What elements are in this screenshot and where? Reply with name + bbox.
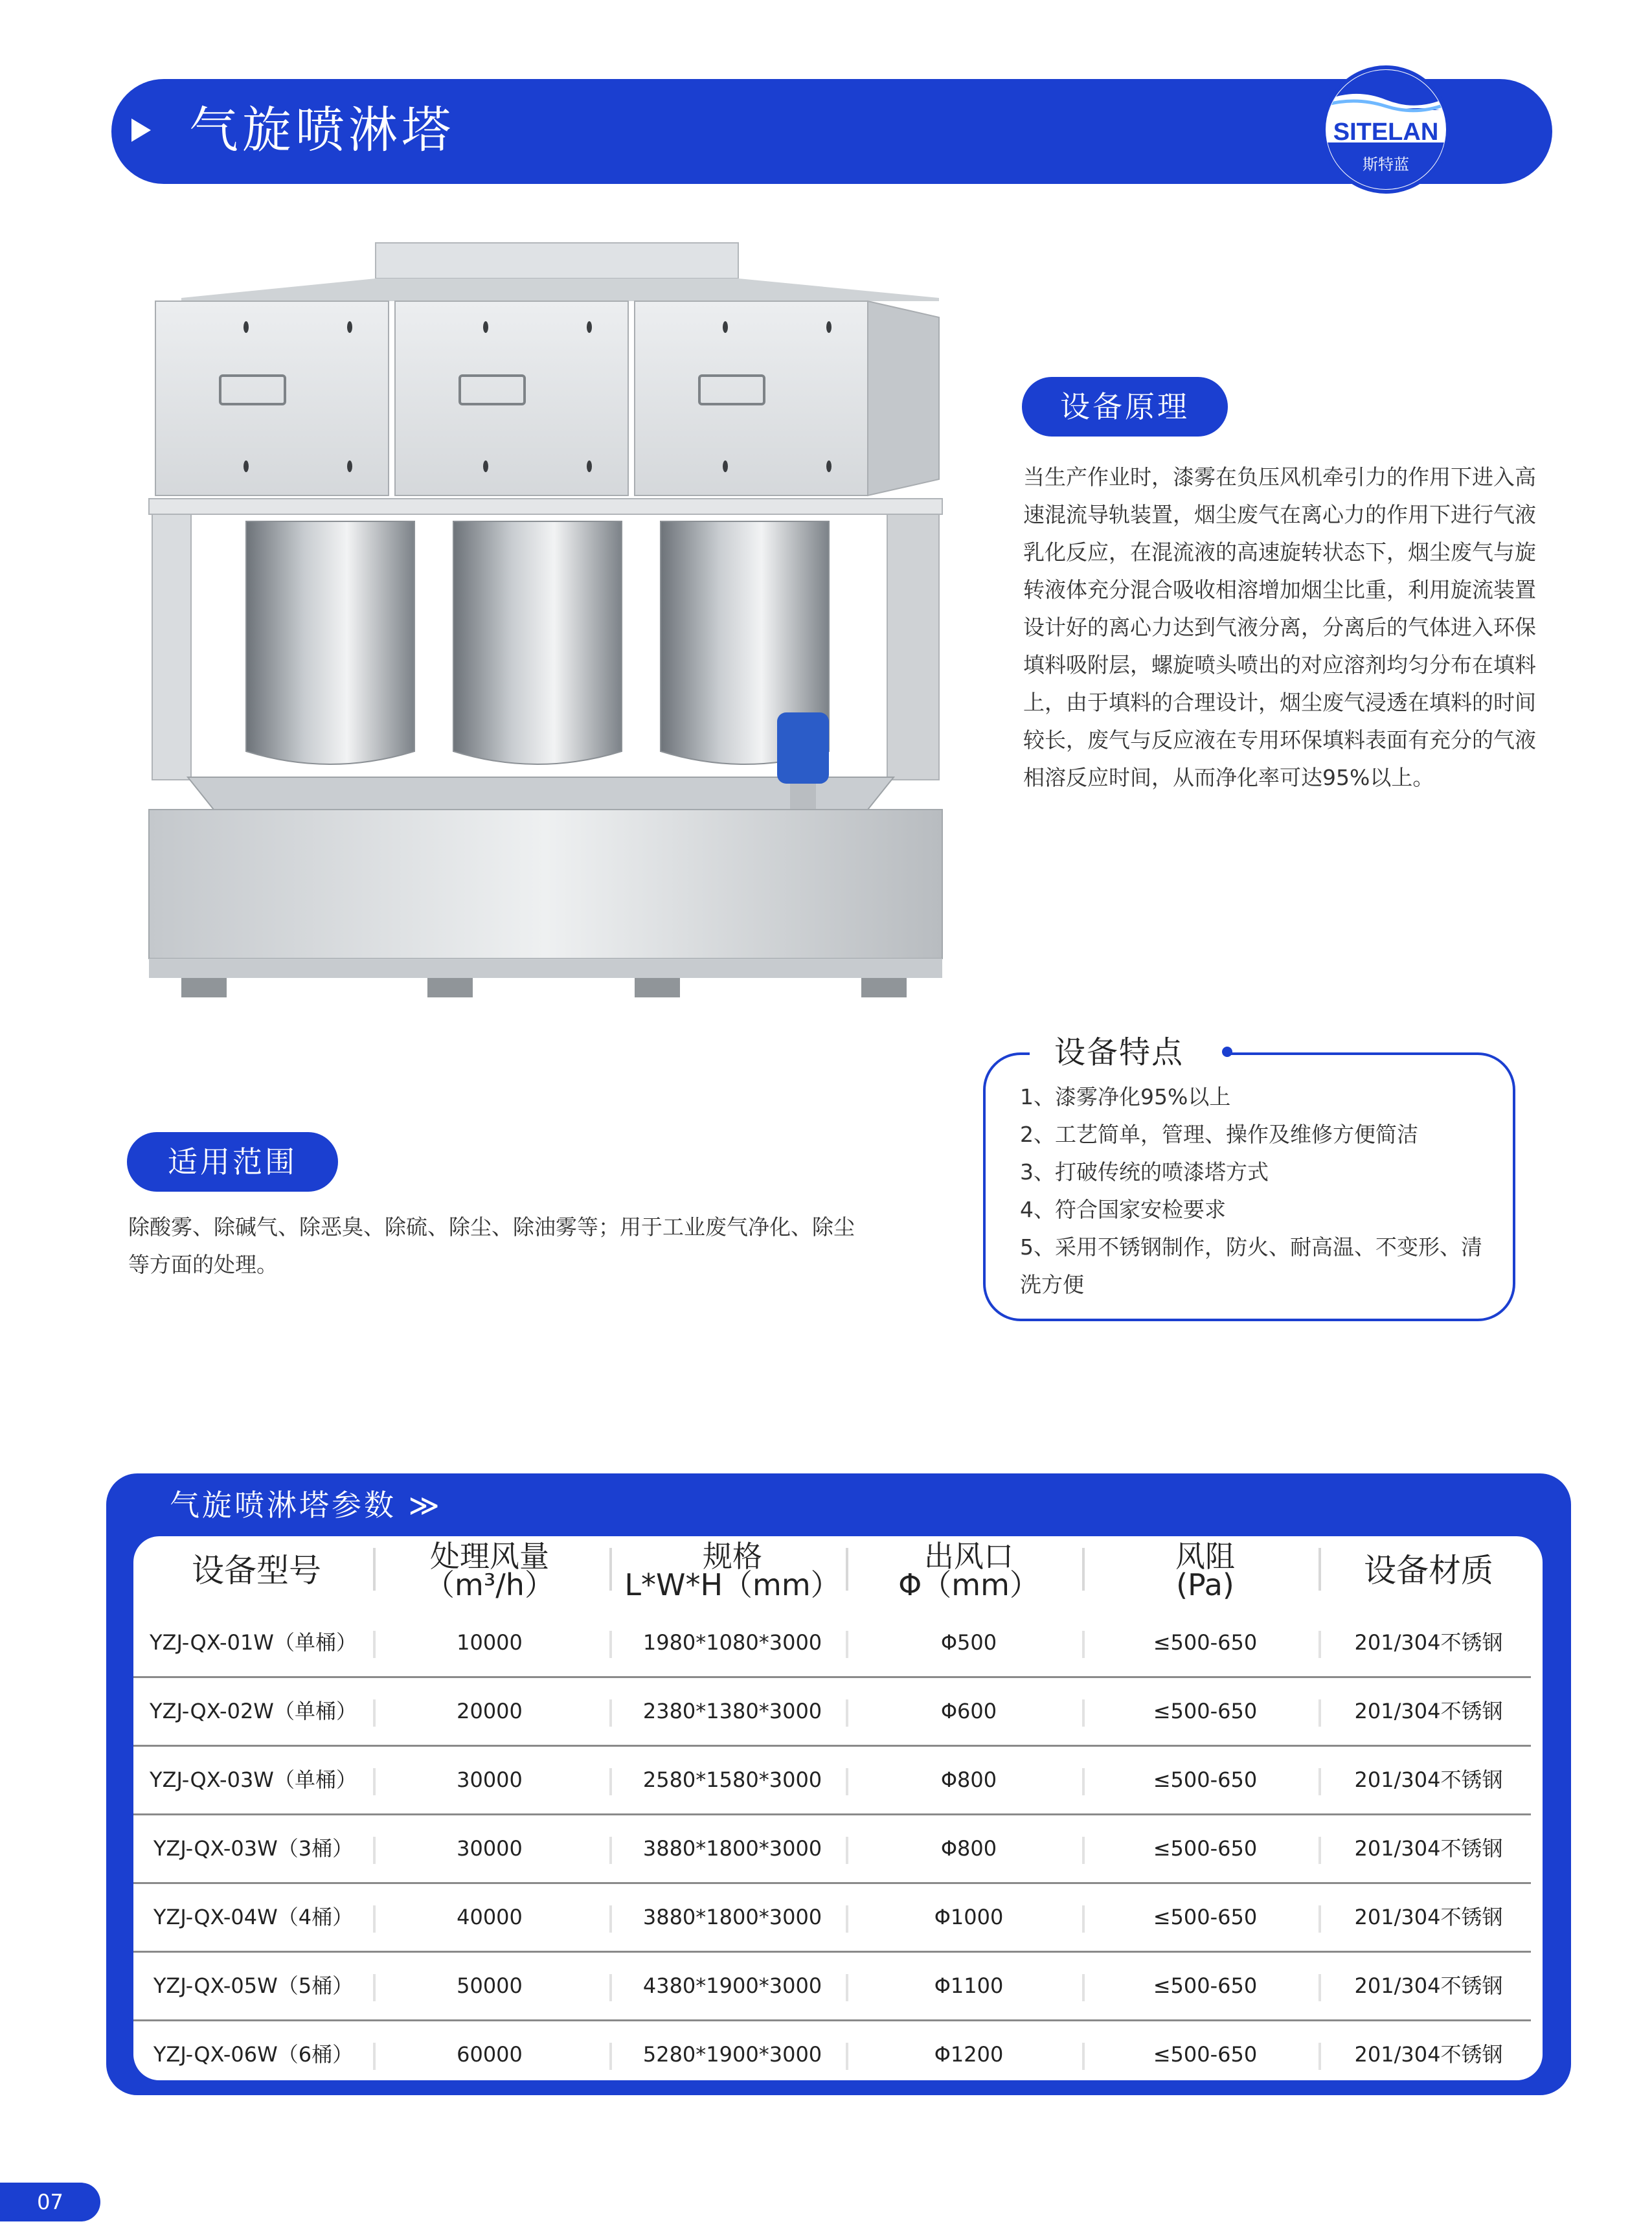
logo-text-cn: 斯特蓝	[1363, 155, 1409, 174]
table-row	[133, 1677, 1531, 1747]
feature-item: 1、漆雾净化95%以上	[1020, 1084, 1231, 1109]
row-divider	[846, 2043, 848, 2070]
row-divider	[1318, 1974, 1321, 2001]
cell-model: YZJ-QX-06W（6桶）	[153, 2042, 354, 2067]
table-row	[133, 1746, 1531, 1815]
row-divider	[373, 1905, 376, 1933]
header-material: 设备材质	[1364, 1552, 1493, 1589]
row-divider	[1318, 1905, 1321, 1933]
header-outlet: 出风口 Φ（mm）	[898, 1539, 1039, 1602]
row-divider	[1082, 1699, 1085, 1727]
row-divider	[1318, 2043, 1321, 2070]
cell-resistance: ≤500-650	[1153, 1699, 1258, 1723]
cell-outlet: Φ1100	[934, 1973, 1004, 1998]
cell-material: 201/304不锈钢	[1354, 1973, 1503, 1998]
header-divider	[1318, 1548, 1321, 1591]
cell-size: 1980*1080*3000	[642, 1630, 822, 1655]
cell-material: 201/304不锈钢	[1354, 1836, 1503, 1861]
row-divider	[609, 1699, 612, 1727]
spray-tower-image	[142, 233, 945, 1004]
cell-material: 201/304不锈钢	[1354, 1630, 1503, 1655]
row-divider	[846, 1837, 848, 1864]
header-resistance: 风阻 (Pa)	[1175, 1539, 1235, 1602]
play-arrow-icon	[131, 119, 151, 142]
cell-outlet: Φ800	[940, 1767, 997, 1792]
feature-item: 2、工艺简单，管理、操作及维修方便简洁	[1020, 1122, 1418, 1147]
row-divider	[846, 1974, 848, 2001]
row-divider	[1082, 1837, 1085, 1864]
table-row	[133, 1815, 1531, 1884]
scope-label: 适用范围	[127, 1132, 338, 1192]
page-number: 07	[0, 2183, 100, 2221]
row-divider	[1082, 1905, 1085, 1933]
cell-airflow: 20000	[457, 1699, 523, 1723]
row-divider	[609, 1768, 612, 1795]
row-divider	[1082, 2043, 1085, 2070]
params-table	[133, 1536, 1543, 2080]
cell-outlet: Φ1000	[934, 1905, 1004, 1929]
row-divider	[373, 2043, 376, 2070]
cell-model: YZJ-QX-03W（单桶）	[150, 1767, 357, 1792]
cell-outlet: Φ1200	[934, 2042, 1004, 2067]
cell-model: YZJ-QX-03W（3桶）	[153, 1836, 354, 1861]
table-header	[133, 1536, 1543, 1605]
feature-item: 3、打破传统的喷漆塔方式	[1020, 1159, 1269, 1185]
cell-resistance: ≤500-650	[1153, 2042, 1258, 2067]
table-row	[133, 2021, 1531, 2080]
features-title: 设备特点	[1054, 1034, 1184, 1071]
header-airflow: 处理风量 （m³/h）	[425, 1539, 554, 1602]
row-divider	[1318, 1699, 1321, 1727]
header-divider	[373, 1548, 376, 1591]
row-divider	[609, 1631, 612, 1658]
principle-label: 设备原理	[1022, 377, 1228, 437]
page-title: 气旋喷淋塔	[189, 101, 455, 159]
cell-model: YZJ-QX-05W（5桶）	[153, 1973, 354, 1998]
cell-material: 201/304不锈钢	[1354, 1767, 1503, 1792]
cell-airflow: 60000	[457, 2042, 523, 2067]
header-divider	[846, 1548, 848, 1591]
logo-text-en: SITELAN	[1333, 119, 1439, 146]
cell-size: 3880*1800*3000	[642, 1905, 822, 1929]
cell-resistance: ≤500-650	[1153, 1973, 1258, 1998]
cell-size: 2380*1380*3000	[642, 1699, 822, 1723]
scope-text: 除酸雾、除碱气、除恶臭、除硫、除尘、除油雾等；用于工业废气净化、除尘等方面的处理。	[128, 1214, 855, 1277]
cell-size: 4380*1900*3000	[642, 1973, 822, 1998]
features-list	[1020, 1078, 1496, 1304]
feature-item: 5、采用不锈钢制作，防火、耐高温、不变形、清洗方便	[1020, 1234, 1482, 1297]
row-divider	[609, 2043, 612, 2070]
row-divider	[373, 1699, 376, 1727]
header-model: 设备型号	[192, 1552, 321, 1589]
row-divider	[1082, 1974, 1085, 2001]
row-divider	[609, 1837, 612, 1864]
row-divider	[846, 1699, 848, 1727]
row-divider	[846, 1631, 848, 1658]
cell-material: 201/304不锈钢	[1354, 1905, 1503, 1929]
row-divider	[373, 1631, 376, 1658]
row-divider	[1318, 1768, 1321, 1795]
cell-material: 201/304不锈钢	[1354, 2042, 1503, 2067]
cell-airflow: 10000	[457, 1630, 523, 1655]
row-divider	[1082, 1631, 1085, 1658]
cell-airflow: 30000	[457, 1767, 523, 1792]
cell-outlet: Φ500	[940, 1630, 997, 1655]
row-divider	[373, 1837, 376, 1864]
row-divider	[1318, 1837, 1321, 1864]
row-divider	[609, 1905, 612, 1933]
cell-material: 201/304不锈钢	[1354, 1699, 1503, 1723]
feature-item: 4、符合国家安检要求	[1020, 1197, 1226, 1222]
cell-outlet: Φ800	[940, 1836, 997, 1861]
table-row	[133, 1883, 1531, 1953]
cell-outlet: Φ600	[940, 1699, 997, 1723]
cell-model: YZJ-QX-04W（4桶）	[153, 1905, 354, 1929]
header-size: 规格 L*W*H（mm）	[624, 1539, 841, 1602]
cell-size: 5280*1900*3000	[642, 2042, 822, 2067]
cell-airflow: 40000	[457, 1905, 523, 1929]
row-divider	[1318, 1631, 1321, 1658]
row-divider	[609, 1974, 612, 2001]
row-divider	[373, 1768, 376, 1795]
params-title: 气旋喷淋塔参数 ≫	[170, 1488, 442, 1523]
cell-resistance: ≤500-650	[1153, 1905, 1258, 1929]
table-row	[133, 1609, 1531, 1678]
bullet-dot-icon	[1222, 1047, 1232, 1057]
row-divider	[846, 1768, 848, 1795]
cell-model: YZJ-QX-01W（单桶）	[150, 1630, 357, 1655]
row-divider	[373, 1974, 376, 2001]
cell-airflow: 30000	[457, 1836, 523, 1861]
cell-resistance: ≤500-650	[1153, 1836, 1258, 1861]
cell-size: 3880*1800*3000	[642, 1836, 822, 1861]
header-divider	[609, 1548, 612, 1591]
cell-resistance: ≤500-650	[1153, 1630, 1258, 1655]
cell-size: 2580*1580*3000	[642, 1767, 822, 1792]
row-divider	[846, 1905, 848, 1933]
cell-model: YZJ-QX-02W（单桶）	[150, 1699, 357, 1723]
cell-airflow: 50000	[457, 1973, 523, 1998]
row-divider	[1082, 1768, 1085, 1795]
header-divider	[1082, 1548, 1085, 1591]
principle-text: 当生产作业时，漆雾在负压风机牵引力的作用下进入高速混流导轨装置，烟尘废气在离心力的作用下进行气液乳化反应，在混流液的高速旋转状态下，烟尘废气与旋转液体充分混合吸收相溶增加烟尘比重，利用旋流装置设计好的离心力达到气液分离，分离后的气体进入环保填料吸附层，螺旋喷头喷出的对应溶剂均匀分布在填料上，由于填料的合理设计，烟尘废气浸透在填料的时间较长，废气与反应液在专用环保填料表面有充分的气液相溶反应时间，从而净化率可达95%以上。	[1023, 464, 1536, 790]
table-row	[133, 1952, 1531, 2021]
cell-resistance: ≤500-650	[1153, 1767, 1258, 1792]
sitelan-logo	[1315, 65, 1457, 194]
